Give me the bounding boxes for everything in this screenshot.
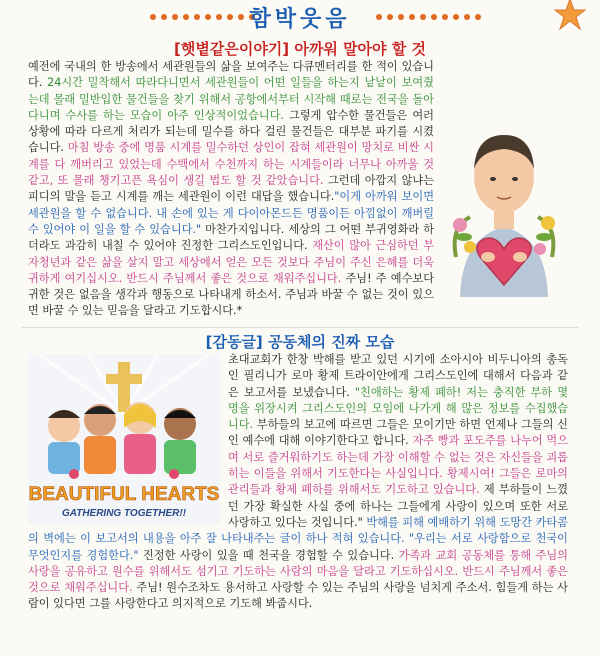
header [0, 0, 600, 34]
section2-text-segment: 부하들의 보고에 따르면 그들은 모이기만 하면 언제나 그들의 신인 예수에 대해 이야기한다고 합니다. [228, 418, 568, 448]
section2-body [28, 352, 568, 613]
section1-body [28, 59, 568, 320]
section1-text-segment: 재산이 많아 근심하던 부자청년과 같은 삶을 살지 말고 세상에서 얻은 모든 것보다 주님이 주신 은혜를 더욱 귀하게 여기십시오. 반드시 주님께서 좋은 것으로 채워주십니다. [28, 239, 434, 285]
star-icon [554, 0, 586, 30]
section1-text-segment: 주님! 주 예수보다 귀한 것은 없음을 생각과 행동으로 나타내게 하소서. 주님과 바꿀 수 없는 것이 있으면 바꿀 수 있는 믿음을 달라고 기도합시다.* [28, 271, 435, 318]
section2-text-segment: 주님! 원수조차도 용서하고 사랑할 수 있는 주님의 사랑을 넘치게 주소서. 힘들게 하는 사람이 있다면 그를 사랑한다고 의지적으로 기도해 봐줍시다. [28, 581, 568, 611]
section1-text-segment: 그렇게 압수한 물건들은 여러 상황에 따라 다르게 처리가 되는데 밀수를 하다 걸린 물건들은 대부분 파기를 시켰습니다. [28, 108, 434, 155]
image-caption: BEAUTIFUL HEARTS [28, 484, 220, 505]
section2-text-segment: 자주 빵과 포도주를 나누어 먹으며 서로 즐거워하기도 하는데 가장 이해할 수 없는 것은 자신들을 괴롭히는 이들을 위해서 기도한다는 사실입니다. 황제시여! 그들은 로마의 관리들과 황제 폐하를 위해서도 기도하고 있습니다. [228, 434, 568, 497]
section2-text-segment: 박해를 피해 예배하기 위해 도망간 카타콤의 벽에는 이 보고서의 내용을 아주 잘 나타내주는 글이 하나 적혀 있습니다. "우리는 서로 사랑함으로 천국이 무엇인지를 경험한다." [28, 515, 568, 562]
section2-text-segment: 초대교회가 한창 박해를 받고 있던 시기에 소아시아 비두니아의 총독인 필리니가 로마 황제 트라이안에게 그리스도인에 대해서 다음과 같은 보고서를 보냈습니다. [228, 353, 568, 399]
section2-title: [감동글] 공동체의 진짜 모습 [205, 333, 395, 351]
image-subcaption: GATHERING TOGETHER!! [61, 508, 187, 519]
section1-text-segment: 24시간 밀착해서 따라다니면서 세관원들이 어떤 일들을 하는지 낱낱이 보여줬는데 몰래 밀반입한 물건들을 찾기 위해서 공항에서부터 시작해 때로는 전국을 돌아다니며 수사를 하는 모습이 아주 인상적이었습니다. [28, 76, 434, 122]
section1-text-segment: 마찬가지입니다. 세상의 그 어떤 부귀영화라 하더라도 과감히 내칠 수 있어야 진정한 그리스도인입니다. [28, 222, 434, 253]
section2-text-segment: 진정한 사랑이 있을 때 천국을 경험할 수 있습니다. [138, 548, 399, 562]
man-holding-heart-illustration [440, 107, 568, 297]
section2-text-segment: 가족과 교회 공동체를 통해 주님의 사랑을 공유하고 원수를 위해서도 섬기고 기도하는 사람의 마음을 달라고 기도하십시오. 반드시 주님께서 좋은 것으로 채워주십니다. [28, 548, 568, 595]
decorative-dots-right [376, 14, 481, 22]
section-divider [22, 327, 578, 328]
section1-text-segment: 예전에 국내의 한 방송에서 세관원들의 삶을 보여주는 다큐멘터리를 한 적이 있습니다. [28, 60, 434, 90]
section1-text-segment: 그런데 아깝지 않냐는 피디의 말을 듣고 시계를 깨는 세관원이 이런 대답을 했습니다. [28, 174, 434, 204]
section1-text-segment: "이게 아까워 보이면 세관원을 할 수 없습니다. 내 손에 있는 게 다이아몬드든 명품이든 아낌없이 깨버릴 수 있어야 이 일을 할 수 있습니다." [28, 190, 434, 236]
section2-text-segment: "친애하는 황제 폐하! 저는 충직한 부하 몇 명을 위장시켜 그리스도인의 모임에 나가게 해 많은 정보를 수집했습니다. [228, 385, 568, 432]
beautiful-hearts-group-illustration [28, 354, 220, 524]
page-title: 함박웃음 [249, 7, 351, 32]
section1-title: [햇볕같은이야기] 아까워 말아야 할 것 [174, 40, 426, 58]
section2-text-segment: 제 부하들이 느꼈던 가장 확실한 사실 중에 하나는 그들에게 사랑이 있으며 또한 서로 사랑하고 있다는 것입니다." [228, 483, 568, 529]
section1-text-segment: 마침 방송 중에 명품 시계를 밀수하던 상인이 잡혀 세관원이 망치로 비싼 시계를 다 깨버리고 있었는데 수백에서 수천까지 하는 시계들이라 너무나 아까울 것 같고, 또 몰래 챙기고픈 욕심이 생길 법도 할 것 같았습니다. [28, 141, 434, 188]
